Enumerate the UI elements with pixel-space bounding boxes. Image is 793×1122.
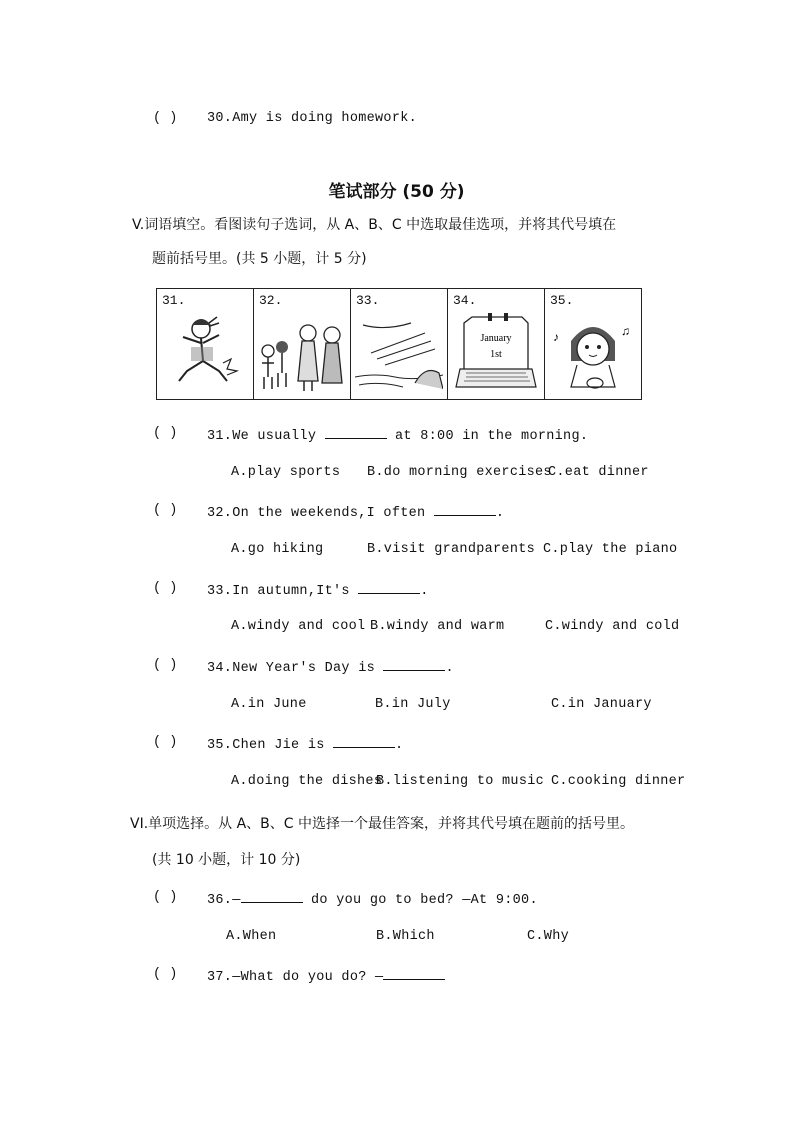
answer-paren[interactable]: ( )	[153, 658, 178, 673]
question-34: 34.New Year's Day is .	[207, 658, 454, 676]
option-a: A.When	[226, 929, 277, 944]
calendar-icon	[452, 311, 540, 395]
option-c: C.windy and cold	[545, 619, 680, 634]
answer-blank[interactable]	[358, 581, 420, 594]
option-a: A.go hiking	[231, 542, 324, 557]
answer-paren[interactable]: ( )	[153, 111, 178, 126]
option-b: B.visit grandparents	[367, 542, 536, 557]
family-visit-icon	[258, 311, 346, 395]
picture-number: 33.	[356, 293, 380, 308]
section6-heading: VI.单项选择。从 A、B、C 中选择一个最佳答案，并将其代号填在题前的括号里。	[130, 816, 635, 832]
answer-blank[interactable]	[241, 890, 303, 903]
answer-paren[interactable]: ( )	[153, 503, 178, 518]
picture-32	[254, 289, 351, 400]
girl-music-icon	[549, 311, 637, 395]
option-c: C.cooking dinner	[551, 774, 686, 789]
question-37: 37.—What do you do? —	[207, 967, 445, 985]
option-c: C.Why	[527, 929, 570, 944]
picture-34	[448, 289, 545, 400]
answer-blank[interactable]	[383, 967, 445, 980]
section6-heading-2: (共 10 小题，计 10 分)	[152, 852, 301, 868]
option-a: A.windy and cool	[231, 619, 366, 634]
windy-landscape-icon	[355, 311, 443, 395]
picture-number: 35.	[550, 293, 574, 308]
answer-blank[interactable]	[325, 426, 387, 439]
option-a: A.in June	[231, 697, 307, 712]
option-b: B.windy and warm	[370, 619, 505, 634]
question-33: 33.In autumn,It's .	[207, 581, 429, 599]
question-35: 35.Chen Jie is .	[207, 735, 403, 753]
picture-33	[351, 289, 448, 400]
answer-blank[interactable]	[333, 735, 395, 748]
picture-number: 32.	[259, 293, 283, 308]
picture-number: 31.	[162, 293, 186, 308]
picture-number: 34.	[453, 293, 477, 308]
question-36: 36.— do you go to bed? —At 9:00.	[207, 890, 538, 908]
answer-paren[interactable]: ( )	[153, 581, 178, 596]
section-title: 笔试部分 (50 分)	[328, 182, 465, 202]
section5-heading-2: 题前括号里。(共 5 小题，计 5 分)	[152, 251, 367, 267]
calendar-day: 1st	[490, 349, 502, 360]
option-a: A.doing the dishes	[231, 774, 383, 789]
music-note-icon: ♪	[553, 330, 559, 344]
section5-heading: V.词语填空。看图读句子选词，从 A、B、C 中选取最佳选项，并将其代号填在	[132, 217, 617, 233]
answer-blank[interactable]	[383, 658, 445, 671]
option-a: A.play sports	[231, 465, 341, 480]
question-30: 30.Amy is doing homework.	[207, 111, 418, 126]
option-c: C.play the piano	[543, 542, 678, 557]
option-b: B.do morning exercises	[367, 465, 552, 480]
answer-paren[interactable]: ( )	[153, 735, 178, 750]
option-b: B.in July	[375, 697, 451, 712]
option-b: B.Which	[376, 929, 435, 944]
option-b: B.listening to music	[376, 774, 545, 789]
answer-blank[interactable]	[434, 503, 496, 516]
question-32: 32.On the weekends,I often .	[207, 503, 504, 521]
music-note-icon: ♫	[621, 324, 630, 338]
option-c: C.in January	[551, 697, 652, 712]
answer-paren[interactable]: ( )	[153, 426, 178, 441]
picture-31	[157, 289, 254, 400]
picture-table	[156, 288, 642, 400]
answer-paren[interactable]: ( )	[153, 967, 178, 982]
option-c: C.eat dinner	[548, 465, 649, 480]
answer-paren[interactable]: ( )	[153, 890, 178, 905]
calendar-month: January	[480, 333, 512, 344]
picture-35	[545, 289, 642, 400]
question-31: 31.We usually at 8:00 in the morning.	[207, 426, 588, 444]
girl-exercising-icon	[161, 311, 249, 395]
